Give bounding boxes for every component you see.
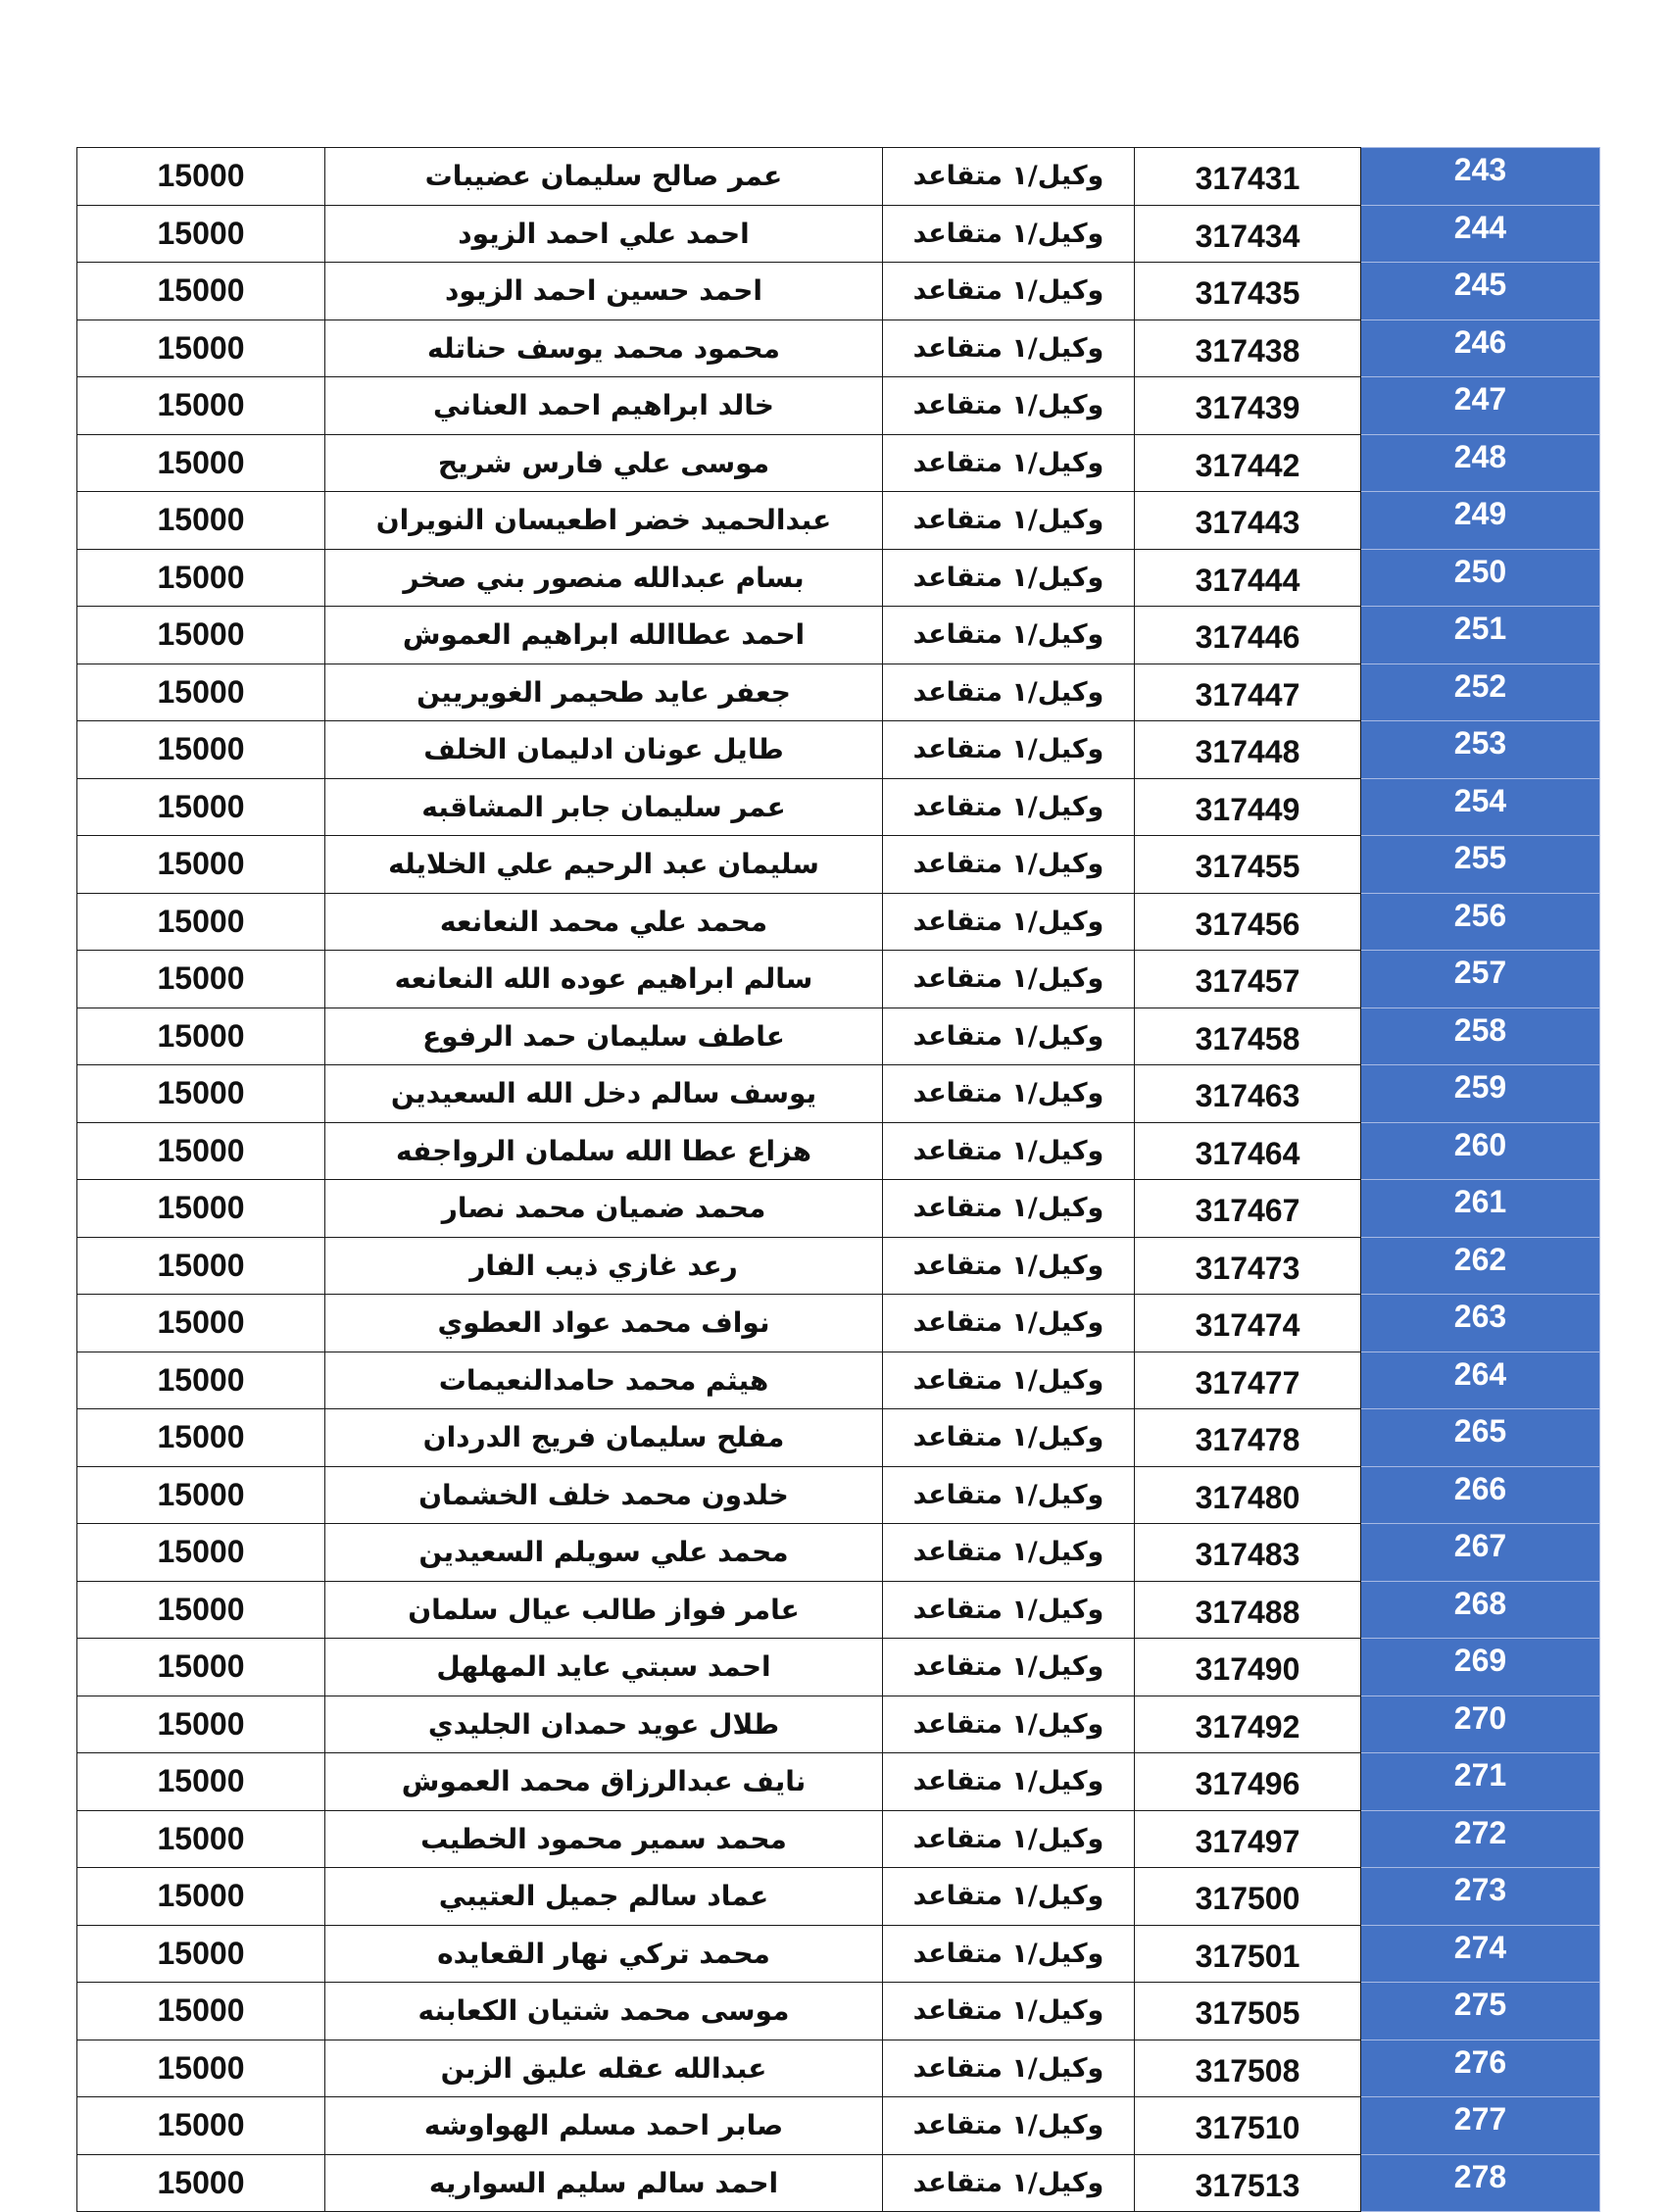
- name-cell: عبدالحميد خضر اطعيسان النويران: [325, 492, 883, 550]
- rank-cell: وكيل/١ متقاعد: [883, 263, 1135, 320]
- amount-cell: 15000: [77, 1122, 325, 1180]
- amount-cell: 15000: [77, 2154, 325, 2212]
- amount-cell: 15000: [77, 778, 325, 836]
- amount-cell: 15000: [77, 721, 325, 779]
- amount-cell: 15000: [77, 320, 325, 377]
- amount-cell: 15000: [77, 2040, 325, 2097]
- id-cell: 317447: [1135, 664, 1361, 721]
- rank-cell: وكيل/١ متقاعد: [883, 1524, 1135, 1582]
- id-cell: 317488: [1135, 1581, 1361, 1639]
- name-cell: احمد علي احمد الزيود: [325, 205, 883, 263]
- seq-cell: 253: [1361, 721, 1600, 779]
- id-cell: 317455: [1135, 836, 1361, 894]
- table-row: [77, 1295, 1600, 1352]
- rank-cell: وكيل/١ متقاعد: [883, 1122, 1135, 1180]
- table-row: [77, 263, 1600, 320]
- amount-cell: 15000: [77, 1352, 325, 1409]
- rank-cell: وكيل/١ متقاعد: [883, 1581, 1135, 1639]
- table-row: [77, 1639, 1600, 1696]
- amount-cell: 15000: [77, 434, 325, 492]
- name-cell: احمد حسين احمد الزيود: [325, 263, 883, 320]
- id-cell: 317467: [1135, 1180, 1361, 1238]
- amount-cell: 15000: [77, 1008, 325, 1065]
- name-cell: خلدون محمد خلف الخشمان: [325, 1466, 883, 1524]
- rank-cell: وكيل/١ متقاعد: [883, 1466, 1135, 1524]
- seq-cell: 243: [1361, 148, 1600, 206]
- table-row: [77, 1983, 1600, 2040]
- rank-cell: وكيل/١ متقاعد: [883, 951, 1135, 1008]
- table-row: [77, 2154, 1600, 2212]
- id-cell: 317444: [1135, 549, 1361, 607]
- amount-cell: 15000: [77, 2097, 325, 2155]
- table-row: [77, 148, 1600, 206]
- id-cell: 317478: [1135, 1409, 1361, 1467]
- amount-cell: 15000: [77, 1524, 325, 1582]
- rank-cell: وكيل/١ متقاعد: [883, 2154, 1135, 2212]
- name-cell: عمر صالح سليمان عضيبات: [325, 148, 883, 206]
- rank-cell: وكيل/١ متقاعد: [883, 492, 1135, 550]
- table-row: [77, 1122, 1600, 1180]
- id-cell: 317510: [1135, 2097, 1361, 2155]
- id-cell: 317492: [1135, 1696, 1361, 1753]
- amount-cell: 15000: [77, 1925, 325, 1983]
- name-cell: احمد سبتي عايد المهلهل: [325, 1639, 883, 1696]
- rank-cell: وكيل/١ متقاعد: [883, 1352, 1135, 1409]
- rank-cell: وكيل/١ متقاعد: [883, 1810, 1135, 1868]
- amount-cell: 15000: [77, 1295, 325, 1352]
- id-cell: 317497: [1135, 1810, 1361, 1868]
- table-row: [77, 893, 1600, 951]
- id-cell: 317501: [1135, 1925, 1361, 1983]
- seq-cell: 272: [1361, 1810, 1600, 1868]
- rank-cell: وكيل/١ متقاعد: [883, 1065, 1135, 1123]
- rank-cell: وكيل/١ متقاعد: [883, 664, 1135, 721]
- name-cell: محمد علي سويلم السعيدين: [325, 1524, 883, 1582]
- id-cell: 317505: [1135, 1983, 1361, 2040]
- seq-cell: 258: [1361, 1008, 1600, 1065]
- seq-cell: 278: [1361, 2154, 1600, 2212]
- seq-cell: 268: [1361, 1581, 1600, 1639]
- seq-cell: 260: [1361, 1122, 1600, 1180]
- rank-cell: وكيل/١ متقاعد: [883, 721, 1135, 779]
- name-cell: طلال عويد حمدان الجليدي: [325, 1696, 883, 1753]
- table-row: [77, 1466, 1600, 1524]
- id-cell: 317458: [1135, 1008, 1361, 1065]
- rank-cell: وكيل/١ متقاعد: [883, 1409, 1135, 1467]
- rank-cell: وكيل/١ متقاعد: [883, 1753, 1135, 1811]
- id-cell: 317438: [1135, 320, 1361, 377]
- table-row: [77, 377, 1600, 435]
- name-cell: نواف محمد عواد العطوي: [325, 1295, 883, 1352]
- rank-cell: وكيل/١ متقاعد: [883, 434, 1135, 492]
- name-cell: مفلح سليمان فريج الدردان: [325, 1409, 883, 1467]
- amount-cell: 15000: [77, 1868, 325, 1926]
- table-row: [77, 1868, 1600, 1926]
- seq-cell: 257: [1361, 951, 1600, 1008]
- id-cell: 317449: [1135, 778, 1361, 836]
- table-row: [77, 1581, 1600, 1639]
- table-row: [77, 434, 1600, 492]
- id-cell: 317434: [1135, 205, 1361, 263]
- id-cell: 317448: [1135, 721, 1361, 779]
- amount-cell: 15000: [77, 836, 325, 894]
- name-cell: محمد ضميان محمد نصار: [325, 1180, 883, 1238]
- amount-cell: 15000: [77, 1983, 325, 2040]
- name-cell: محمود محمد يوسف حناتله: [325, 320, 883, 377]
- rank-cell: وكيل/١ متقاعد: [883, 205, 1135, 263]
- seq-cell: 265: [1361, 1409, 1600, 1467]
- seq-cell: 273: [1361, 1868, 1600, 1926]
- amount-cell: 15000: [77, 1180, 325, 1238]
- table-row: [77, 1753, 1600, 1811]
- seq-cell: 277: [1361, 2097, 1600, 2155]
- table-row: [77, 778, 1600, 836]
- name-cell: عمر سليمان جابر المشاقبه: [325, 778, 883, 836]
- name-cell: هزاع عطا الله سلمان الرواجفه: [325, 1122, 883, 1180]
- id-cell: 317443: [1135, 492, 1361, 550]
- amount-cell: 15000: [77, 607, 325, 664]
- table-row: [77, 836, 1600, 894]
- table-row: [77, 607, 1600, 664]
- amount-cell: 15000: [77, 1753, 325, 1811]
- table-row: [77, 549, 1600, 607]
- id-cell: 317480: [1135, 1466, 1361, 1524]
- amount-cell: 15000: [77, 1639, 325, 1696]
- id-cell: 317490: [1135, 1639, 1361, 1696]
- amount-cell: 15000: [77, 377, 325, 435]
- payroll-table: [76, 147, 1600, 2212]
- name-cell: موسى علي فارس شريح: [325, 434, 883, 492]
- id-cell: 317446: [1135, 607, 1361, 664]
- name-cell: عامر فواز طالب عيال سلمان: [325, 1581, 883, 1639]
- table-row: [77, 1180, 1600, 1238]
- table-row: [77, 1409, 1600, 1467]
- name-cell: عاطف سليمان حمد الرفوع: [325, 1008, 883, 1065]
- name-cell: هيثم محمد حامدالنعيمات: [325, 1352, 883, 1409]
- amount-cell: 15000: [77, 1581, 325, 1639]
- table-row: [77, 205, 1600, 263]
- name-cell: يوسف سالم دخل الله السعيدين: [325, 1065, 883, 1123]
- id-cell: 317457: [1135, 951, 1361, 1008]
- rank-cell: وكيل/١ متقاعد: [883, 148, 1135, 206]
- seq-cell: 252: [1361, 664, 1600, 721]
- rank-cell: وكيل/١ متقاعد: [883, 1237, 1135, 1295]
- seq-cell: 271: [1361, 1753, 1600, 1811]
- seq-cell: 256: [1361, 893, 1600, 951]
- seq-cell: 264: [1361, 1352, 1600, 1409]
- name-cell: صابر احمد مسلم الهواوشه: [325, 2097, 883, 2155]
- table-row: [77, 1065, 1600, 1123]
- amount-cell: 15000: [77, 1237, 325, 1295]
- rank-cell: وكيل/١ متقاعد: [883, 320, 1135, 377]
- seq-cell: 250: [1361, 549, 1600, 607]
- seq-cell: 247: [1361, 377, 1600, 435]
- name-cell: رعد غازي ذيب الفار: [325, 1237, 883, 1295]
- rank-cell: وكيل/١ متقاعد: [883, 377, 1135, 435]
- id-cell: 317463: [1135, 1065, 1361, 1123]
- name-cell: خالد ابراهيم احمد العناني: [325, 377, 883, 435]
- seq-cell: 259: [1361, 1065, 1600, 1123]
- seq-cell: 254: [1361, 778, 1600, 836]
- table-row: [77, 951, 1600, 1008]
- name-cell: احمد عطاالله ابراهيم العموش: [325, 607, 883, 664]
- seq-cell: 266: [1361, 1466, 1600, 1524]
- seq-cell: 276: [1361, 2040, 1600, 2097]
- seq-cell: 251: [1361, 607, 1600, 664]
- id-cell: 317508: [1135, 2040, 1361, 2097]
- table-row: [77, 1810, 1600, 1868]
- table-row: [77, 1352, 1600, 1409]
- rank-cell: وكيل/١ متقاعد: [883, 1983, 1135, 2040]
- id-cell: 317464: [1135, 1122, 1361, 1180]
- rank-cell: وكيل/١ متقاعد: [883, 2097, 1135, 2155]
- table-row: [77, 1237, 1600, 1295]
- name-cell: بسام عبدالله منصور بني صخر: [325, 549, 883, 607]
- amount-cell: 15000: [77, 148, 325, 206]
- amount-cell: 15000: [77, 951, 325, 1008]
- name-cell: سالم ابراهيم عوده الله النعانعه: [325, 951, 883, 1008]
- id-cell: 317477: [1135, 1352, 1361, 1409]
- table-row: [77, 2097, 1600, 2155]
- seq-cell: 249: [1361, 492, 1600, 550]
- name-cell: جعفر عايد طحيمر الغويريين: [325, 664, 883, 721]
- id-cell: 317456: [1135, 893, 1361, 951]
- rank-cell: وكيل/١ متقاعد: [883, 1696, 1135, 1753]
- rank-cell: وكيل/١ متقاعد: [883, 1180, 1135, 1238]
- seq-cell: 263: [1361, 1295, 1600, 1352]
- seq-cell: 244: [1361, 205, 1600, 263]
- rank-cell: وكيل/١ متقاعد: [883, 1639, 1135, 1696]
- amount-cell: 15000: [77, 492, 325, 550]
- name-cell: محمد سمير محمود الخطيب: [325, 1810, 883, 1868]
- table-row: [77, 1696, 1600, 1753]
- seq-cell: 248: [1361, 434, 1600, 492]
- amount-cell: 15000: [77, 205, 325, 263]
- rank-cell: وكيل/١ متقاعد: [883, 2040, 1135, 2097]
- rank-cell: وكيل/١ متقاعد: [883, 1008, 1135, 1065]
- seq-cell: 245: [1361, 263, 1600, 320]
- id-cell: 317439: [1135, 377, 1361, 435]
- amount-cell: 15000: [77, 1466, 325, 1524]
- amount-cell: 15000: [77, 549, 325, 607]
- amount-cell: 15000: [77, 1810, 325, 1868]
- name-cell: سليمان عبد الرحيم علي الخلايله: [325, 836, 883, 894]
- id-cell: 317431: [1135, 148, 1361, 206]
- table-row: [77, 320, 1600, 377]
- table-row: [77, 1008, 1600, 1065]
- amount-cell: 15000: [77, 893, 325, 951]
- name-cell: موسى محمد شتيان الكعابنه: [325, 1983, 883, 2040]
- seq-cell: 267: [1361, 1524, 1600, 1582]
- seq-cell: 255: [1361, 836, 1600, 894]
- id-cell: 317442: [1135, 434, 1361, 492]
- id-cell: 317500: [1135, 1868, 1361, 1926]
- id-cell: 317513: [1135, 2154, 1361, 2212]
- seq-cell: 246: [1361, 320, 1600, 377]
- rank-cell: وكيل/١ متقاعد: [883, 1295, 1135, 1352]
- amount-cell: 15000: [77, 263, 325, 320]
- seq-cell: 275: [1361, 1983, 1600, 2040]
- id-cell: 317473: [1135, 1237, 1361, 1295]
- rank-cell: وكيل/١ متقاعد: [883, 1925, 1135, 1983]
- table-row: [77, 664, 1600, 721]
- table-row: [77, 1925, 1600, 1983]
- rank-cell: وكيل/١ متقاعد: [883, 607, 1135, 664]
- id-cell: 317435: [1135, 263, 1361, 320]
- seq-cell: 269: [1361, 1639, 1600, 1696]
- amount-cell: 15000: [77, 1409, 325, 1467]
- rank-cell: وكيل/١ متقاعد: [883, 893, 1135, 951]
- amount-cell: 15000: [77, 1065, 325, 1123]
- id-cell: 317483: [1135, 1524, 1361, 1582]
- rank-cell: وكيل/١ متقاعد: [883, 1868, 1135, 1926]
- table-row: [77, 721, 1600, 779]
- seq-cell: 261: [1361, 1180, 1600, 1238]
- rank-cell: وكيل/١ متقاعد: [883, 778, 1135, 836]
- id-cell: 317496: [1135, 1753, 1361, 1811]
- table-row: [77, 1524, 1600, 1582]
- name-cell: عبدالله عقله عليق الزبن: [325, 2040, 883, 2097]
- name-cell: محمد علي محمد النعانعه: [325, 893, 883, 951]
- table-row: [77, 492, 1600, 550]
- seq-cell: 262: [1361, 1237, 1600, 1295]
- id-cell: 317474: [1135, 1295, 1361, 1352]
- amount-cell: 15000: [77, 1696, 325, 1753]
- payroll-table-body: [77, 148, 1600, 2212]
- name-cell: نايف عبدالرزاق محمد العموش: [325, 1753, 883, 1811]
- seq-cell: 270: [1361, 1696, 1600, 1753]
- table-row: [77, 2040, 1600, 2097]
- name-cell: طايل عونان ادليمان الخلف: [325, 721, 883, 779]
- name-cell: احمد سالم سليم السواريه: [325, 2154, 883, 2212]
- name-cell: محمد تركي نهار القعايده: [325, 1925, 883, 1983]
- rank-cell: وكيل/١ متقاعد: [883, 836, 1135, 894]
- seq-cell: 274: [1361, 1925, 1600, 1983]
- rank-cell: وكيل/١ متقاعد: [883, 549, 1135, 607]
- name-cell: عماد سالم جميل العتيبي: [325, 1868, 883, 1926]
- amount-cell: 15000: [77, 664, 325, 721]
